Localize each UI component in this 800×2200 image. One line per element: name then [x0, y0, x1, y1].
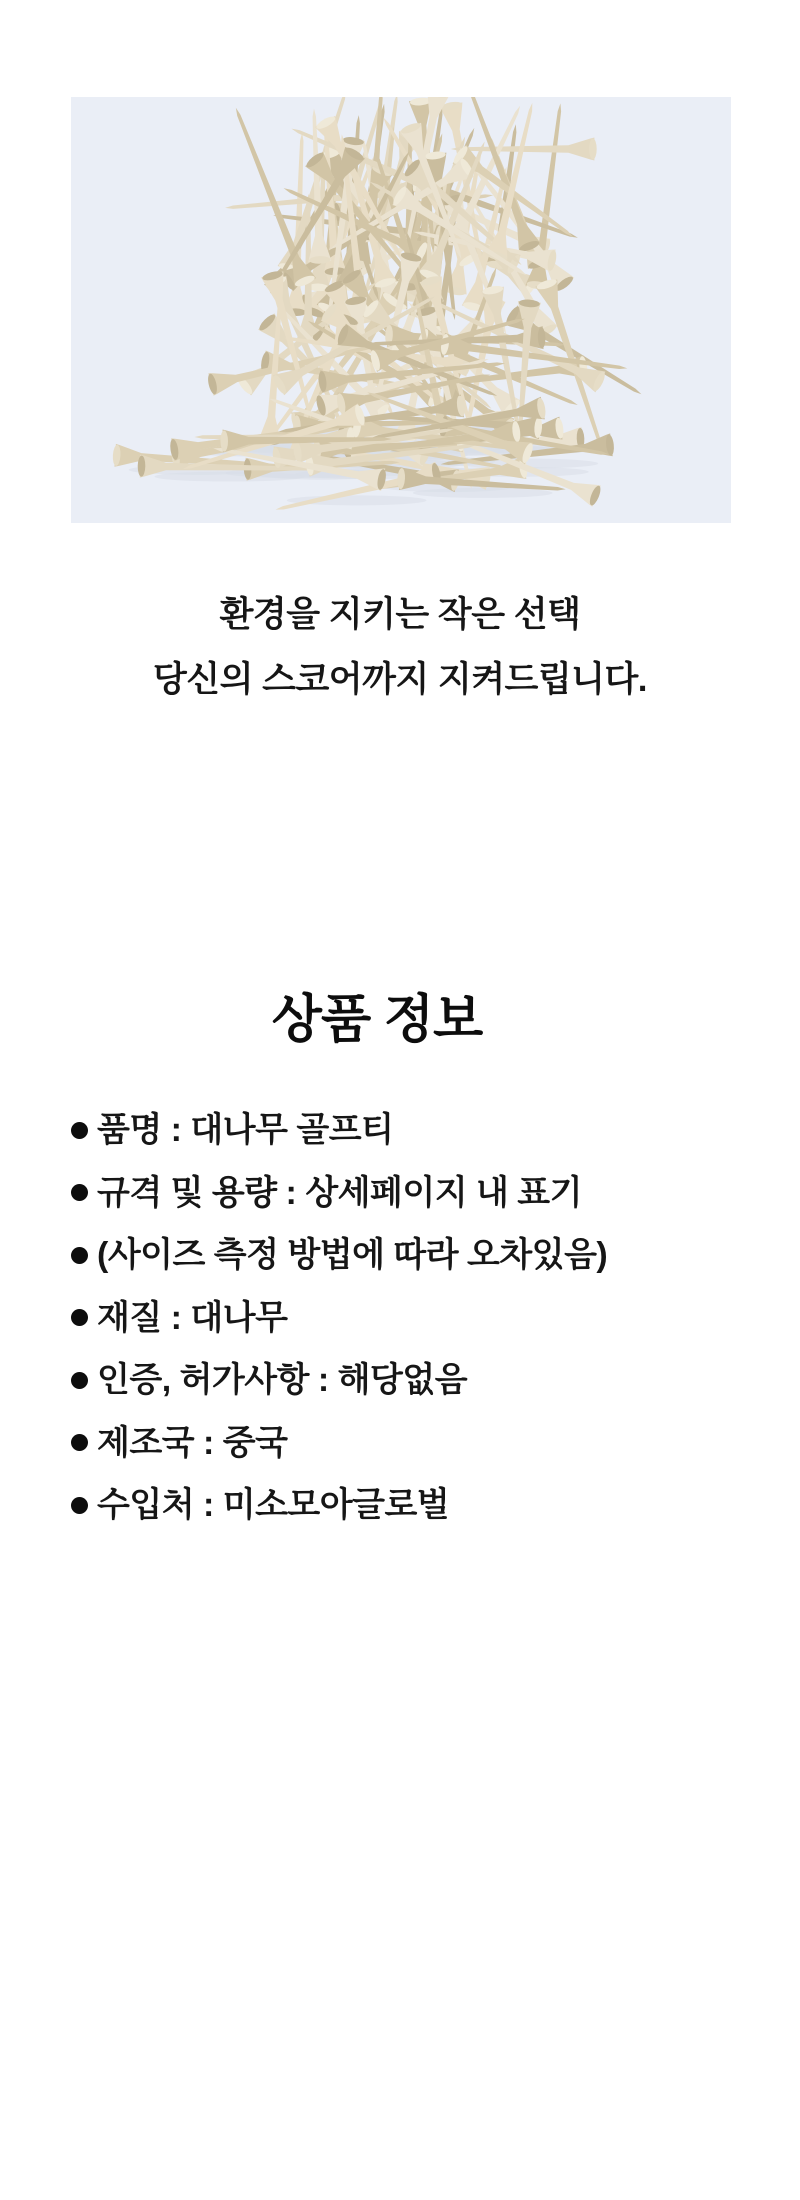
list-item	[0, 1412, 800, 1475]
tagline	[0, 594, 800, 701]
bullet-icon	[71, 1434, 88, 1451]
bamboo-golf-tees-photo	[71, 97, 731, 523]
tagline-line-1: 환경을 지키는 작은 선택	[219, 595, 581, 634]
list-item	[0, 1349, 800, 1412]
list-item	[0, 1224, 800, 1287]
list-item	[0, 1287, 800, 1350]
tagline-line-2: 당신의 스코어까지 지켜드립니다.	[152, 660, 647, 699]
bullet-icon	[71, 1184, 88, 1201]
bullet-icon	[71, 1497, 88, 1514]
list-item-text: 수입처 : 미소모아글로벌	[97, 1486, 450, 1525]
list-item-text: 규격 및 용량 : 상세페이지 내 표기	[97, 1173, 582, 1212]
bullet-icon	[71, 1309, 88, 1326]
list-item-text: 품명 : 대나무 골프티	[97, 1111, 394, 1150]
list-item	[0, 1474, 800, 1537]
bullet-icon	[71, 1372, 88, 1389]
list-item-text: 제조국 : 중국	[97, 1423, 288, 1462]
list-item-text: 인증, 허가사항 : 해당없음	[97, 1361, 468, 1400]
bullet-icon	[71, 1122, 88, 1139]
list-item	[0, 1099, 800, 1162]
section-title: 상품 정보	[271, 991, 483, 1049]
product-info-list	[0, 1099, 800, 1537]
list-item	[0, 1162, 800, 1225]
bullet-icon	[71, 1247, 88, 1264]
product-photo	[71, 97, 731, 523]
list-item-text: 재질 : 대나무	[97, 1298, 288, 1337]
list-item-text: (사이즈 측정 방법에 따라 오차있음)	[97, 1236, 608, 1275]
